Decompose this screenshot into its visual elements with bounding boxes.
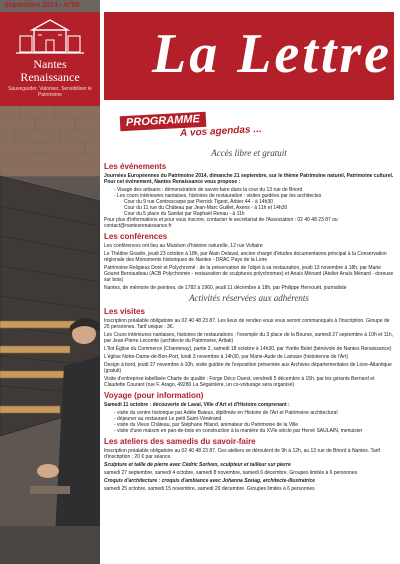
section-title-trip: Voyage (pour information) — [104, 391, 204, 400]
title-banner — [104, 12, 394, 100]
program-content — [104, 146, 394, 494]
agenda-label: À vos agendas ... — [179, 123, 262, 140]
conference-item: Le Théâtre Graslin, jeudi 23 octobre à 18h, par Alain Delaval, ancien chargé d'études documentaires principal à la Conservation régionale des Monuments historiques de Nantes - DRAC Pays de la Loire — [104, 251, 387, 263]
visit-item: Les Cours intérieures nantaises, histoires de restaurations : l'exemple du 3 place de la Bourse, samedi 27 septembre à 10h et 11h, par Jean-Pierre Lecomte (architecte du Patrimoine, Arttak) — [104, 332, 394, 344]
visit-item: Design à bord, jeudi 27 novembre à 10h, visite guidée de l'exposition présentée aux Archives départementales de Loire-Atlantique (gratuit) — [104, 362, 392, 374]
association-logo — [0, 12, 100, 106]
trip-line: - visite du centre historique par Adèle Baleux, diplômée en Histoire de l'Art et Patrimoine architectural — [114, 410, 338, 416]
left-column — [0, 0, 100, 564]
events-line: Cour du 9 rue Contrescarpe par Pierrick Tigeot, Arbier 44 - à 14h30 — [124, 199, 273, 205]
programme-ribbon — [120, 114, 280, 140]
trip-line: - déjeuner au restaurant Le petit Saint-Vénérand — [114, 416, 222, 422]
events-contact: Pour plus d'informations et pour vous inscrire, contacter le secrétariat de l'Association : 02 40 48 23 87 ou contact@nantesrenaissance.fr — [104, 217, 338, 229]
visit-item: Visite d'entreprise labellisée Charte de qualité : Forge Déco Ouest, vendredi 5 décembre à 15h, par les gérants Bernard et Claudette Courant (rue F. Arago, 49280 La Séguinière, un co-voiturage sera organisé) — [104, 376, 375, 388]
trip-line: - visite d'une maison en pan-de-bois en construction à la manière du XVIe siècle par Hervé SAULAIN, menuisier — [114, 428, 363, 434]
issue-number: Septembre 2014 - N°88 — [4, 2, 80, 9]
events-line: - Les cours intérieures nantaises, histoires de restauration : visites guidées par les architectes — [114, 193, 322, 199]
visits-intro: Inscription préalable obligatoire au 02 40 48 23 87. Les lieux de rendez-vous vous seront communiqués à l'inscription. Groupe de 25 personnes. Tarif unique : 3€. — [104, 318, 390, 330]
logo-name-line2: Renaissance — [20, 70, 80, 84]
logo-tagline: Sauvegarder, Valoriser, Sensibiliser le Patrimoine — [8, 86, 92, 98]
visit-item: L'église Notre-Dame-de-Bon-Port, lundi 3 novembre à 14h30, par Marie-Aude de Lamaze (historienne de l'Art) — [104, 354, 348, 360]
workshop-sculpture-dates: samedi 27 septembre, samedi 4 octobre, samedi 8 novembre, samedi 6 décembre. Groupes limités à 6 personnes — [104, 470, 358, 476]
events-line: - Visage des artisans : démonstration de savoir-faire dans la cour du 13 rue de Briord — [114, 187, 303, 193]
conference-item: Patrimoine Religieux Doré et Polychromé : de la préservation de l'objet à sa restauration, jeudi 13 novembre à 18h, par Marie Gouret Bernaudeau (ACB Polychromie - restauration de sculptures polychromes) et Anaïs Ménard (Atelier Anaïs Ménard - doreuse sur bois) — [104, 265, 394, 283]
building-logo-icon — [14, 16, 86, 56]
section-title-visits: Les visites — [104, 307, 145, 316]
workshop-sketch-dates: samedi 25 octobre, samedi 15 novembre, samedi 29 décembre. Groupes limités à 6 personnes — [104, 486, 315, 492]
free-access-heading: Accès libre et gratuit — [211, 148, 287, 158]
stonework-photo — [0, 106, 100, 564]
conference-item: Nantes, de mémoire de peintres, de 1782 à 1960, jeudi 11 décembre à 18h, par Philippe Hervouët, journaliste — [104, 285, 347, 291]
conferences-intro: Les conférences ont lieu au Muséum d'histoire naturelle, 12 rue Voltaire — [104, 243, 263, 249]
trip-lead: Samedi 11 octobre : découverte de Laval, Ville d'Art et d'Histoire comprenant : — [104, 402, 290, 408]
workshops-intro: Inscription préalable obligatoire au 02 40 48 23 87. Ces ateliers se déroulent de 9h à 12h, au 13 rue de Briord à Nantes. Tarif d'inscription : 20 € par séance. — [104, 448, 380, 460]
section-title-conferences: Les conférences — [104, 232, 168, 241]
events-line: Cour du 11 rue du Château par Jean-Marc Guillet, Axens - à 11h et 14h30 — [124, 205, 288, 211]
workshop-sculpture-title: Sculpture et taille de pierre avec Cédric Sorlven, sculpteur et tailleur sur pierre — [104, 462, 291, 468]
trip-line: - visite du Vieux Château, par Stéphane Hiland, animateur du Patrimoine de la Ville — [114, 422, 299, 428]
members-heading: Activités réservées aux adhérents — [189, 293, 309, 303]
section-title-workshops: Les ateliers des samedis du savoir-faire — [104, 437, 256, 446]
banner-title: La Lettre — [152, 23, 393, 85]
visit-item: L'îlot Église du Commerce (Chantenay), partie 2, samedi 18 octobre à 14h30, par Yvette Belet (bénévole de Nantes Renaissance) — [104, 346, 392, 352]
heritage-days-lead: Journées Européennes du Patrimoine 2014, dimanche 21 septembre, sur le thème Patrimoine naturel, Patrimoine culturel. Pour cet événement, Nantes Renaissance vous propose : — [104, 173, 394, 185]
events-line: Cour du 5 place du Sanitat par Raphaël Renau - à 11h — [124, 211, 245, 217]
workshop-sketch-title: Croquis d'architecture : croquis d'ambiance avec Johanna Szeiag, architecte-illustratrice — [104, 478, 316, 484]
logo-name-line1: Nantes — [33, 57, 67, 71]
programme-label: PROGRAMME — [120, 112, 207, 131]
section-title-events: Les événements — [104, 162, 167, 171]
